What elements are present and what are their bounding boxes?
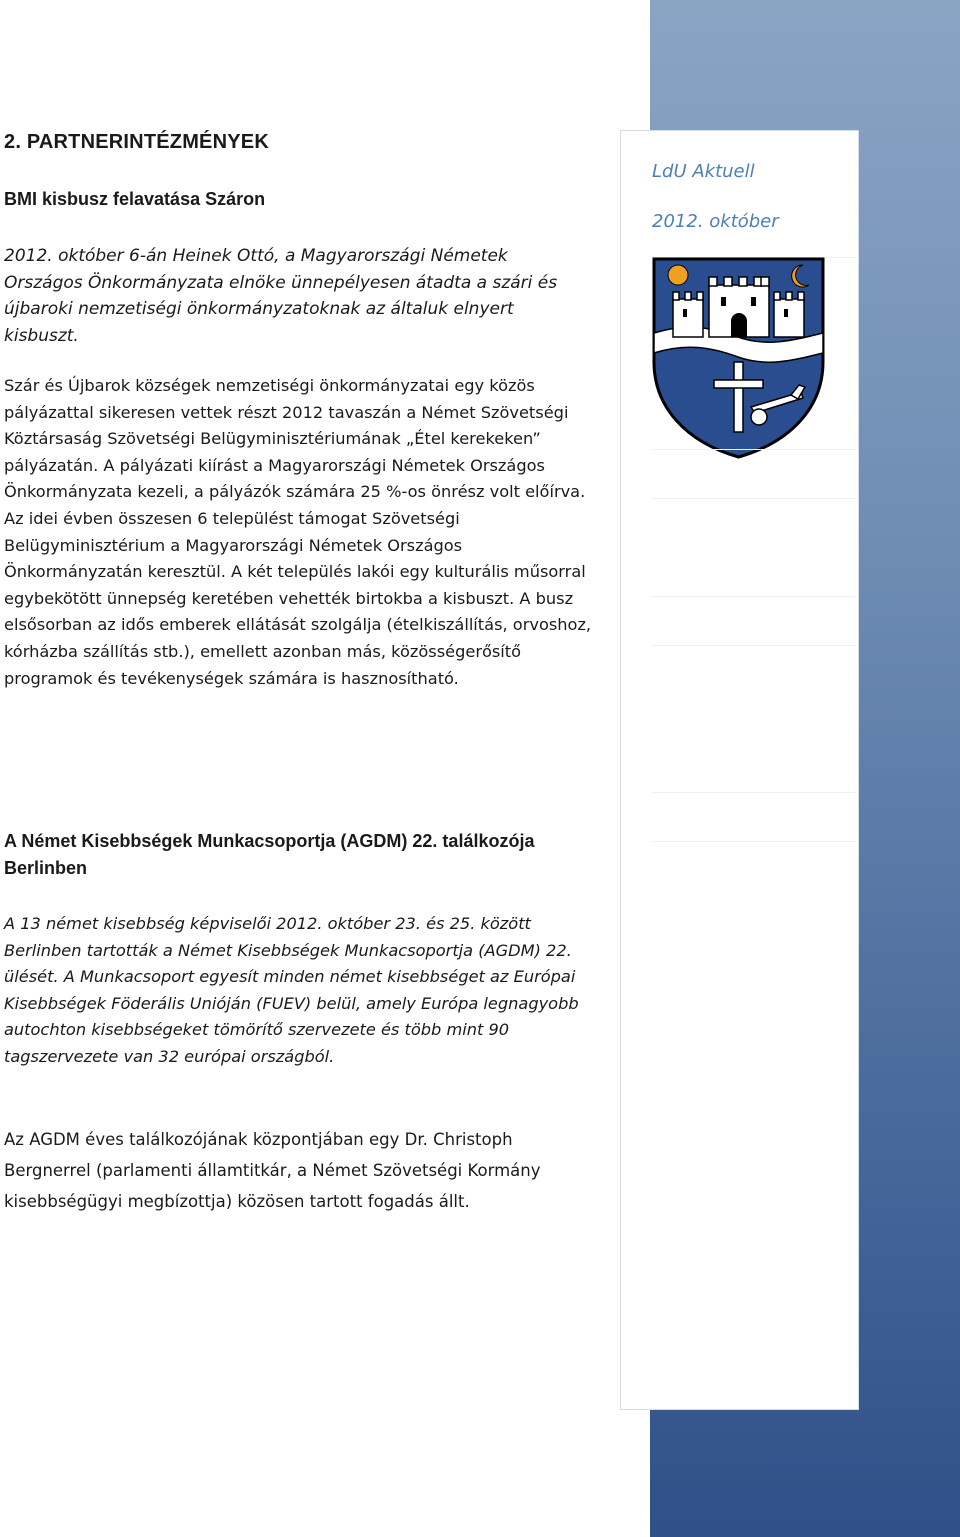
divider [651, 792, 856, 793]
section-heading: 2. PARTNERINTÉZMÉNYEK [4, 131, 269, 153]
divider [651, 596, 856, 597]
article-lead: 2012. október 6-án Heinek Ottó, a Magyarországi Németek Országos Önkormányzata elnöke ünnepélyesen átadta a szári és újbaroki nemzetiségi önkormányzatoknak az általuk elnyert kisbuszt. [4, 246, 558, 346]
sidebar-panel [621, 131, 858, 1409]
issue-date: 2012. október [652, 211, 779, 232]
divider [651, 449, 856, 450]
article-title: BMI kisbusz felavatása Száron [4, 189, 266, 209]
divider [651, 841, 856, 842]
coat-of-arms-icon [651, 257, 826, 459]
magazine-title: LdU Aktuell [652, 161, 755, 182]
article-title: A Német Kisebbségek Munkacsoportja (AGDM) 22. találkozója Berlinben [4, 831, 535, 878]
article-body: Szár és Újbarok községek nemzetiségi önkormányzatai egy közös pályázattal sikeresen vettek részt 2012 tavaszán a Német Szövetségi Köztársaság Szövetségi Belügyminisztériumának „Étel kerekeken” pályázatán. A pályázati kiírást a Magyarországi Németek Országos Önkormányzata kezeli, a pályázók számára 25 %-os önrész volt előírva. Az idei évben összesen 6 települést támogat Szövetségi Belügyminisztérium a Magyarországi Németek Országos Önkormányzatán keresztül. A két település lakói egy kulturális műsorral egybekötött ünnepség keretében vehették birtokba a kisbuszt. A busz elsősorban az idős emberek ellátását szolgálja (ételkiszállítás, orvoshoz, kórházba szállítás stb.), emellett azonban más, közösségerősítő programok és tevékenységek számára is hasznosítható. [4, 376, 592, 688]
divider [651, 498, 856, 499]
divider [651, 645, 856, 646]
article-lead: A 13 német kisebbség képviselői 2012. október 23. és 25. között Berlinben tartották a Német Kisebbségek Munkacsoportja (AGDM) 22. ülését. A Munkacsoport egyesít minden német kisebbséget az Európai Kisebbségek Föderális Unióján (FUEV) belül, amely Európa legnagyobb autochton kisebbségeket tömörítő szervezete és több mint 90 tagszervezete van 32 európai országból. [4, 914, 579, 1066]
article-body: Az AGDM éves találkozójának központjában egy Dr. Christoph Bergnerrel (parlamenti államtitkár, a Német Szövetségi Kormány kisebbségügyi megbízottja) közösen tartott fogadás állt. [4, 1130, 541, 1211]
